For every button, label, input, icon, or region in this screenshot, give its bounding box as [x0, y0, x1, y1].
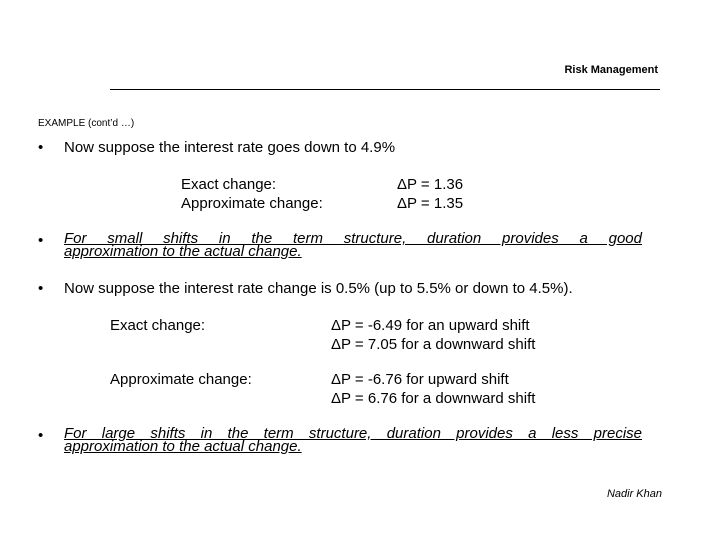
header-title: Risk Management [564, 64, 658, 76]
note-small-shifts-line2: approximation to the actual change. [64, 243, 302, 260]
approx-change-up: ΔP = -6.76 for upward shift [331, 371, 509, 388]
approx-change-label: Approximate change: [181, 195, 323, 212]
bullet-4: • [38, 427, 44, 444]
approx-change-down: ΔP = 6.76 for a downward shift [331, 390, 536, 407]
bullet-3: • [38, 280, 44, 297]
exact-change-down: ΔP = 7.05 for a downward shift [331, 336, 536, 353]
note-small-shifts-line1: For small shifts in the term structure, duration provides a good [64, 230, 642, 247]
note-small-shifts [64, 232, 642, 258]
note-large-shifts-line2: approximation to the actual change. [64, 438, 302, 455]
bullet-1: • [38, 139, 44, 156]
note-large-shifts-line1: For large shifts in the term structure, duration provides a less precise [64, 425, 642, 442]
footer-author: Nadir Khan [606, 488, 662, 500]
approx-change-value: ΔP = 1.35 [397, 195, 464, 212]
note-large-shifts [64, 427, 642, 453]
exact-change-up: ΔP = -6.49 for an upward shift [331, 317, 530, 334]
exact-change-label-2: Exact change: [110, 317, 206, 334]
bullet-3-text: Now suppose the interest rate change is 0.5% (up to 5.5% or down to 4.5%). [64, 280, 573, 297]
exact-change-label: Exact change: [181, 176, 277, 193]
exact-change-value: ΔP = 1.36 [397, 176, 464, 193]
slide-subtitle: EXAMPLE (cont’d …) [38, 118, 135, 129]
bullet-1-text: Now suppose the interest rate goes down to 4.9% [64, 139, 396, 156]
bullet-2: • [38, 232, 44, 249]
approx-change-label-2: Approximate change: [110, 371, 252, 388]
header-divider [110, 89, 660, 90]
